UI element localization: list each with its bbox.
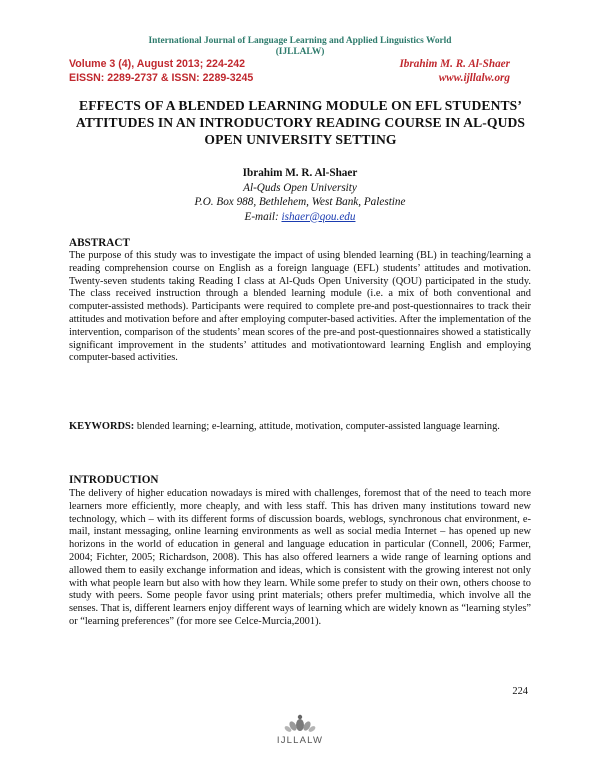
author-name: Ibrahim M. R. Al-Shaer — [242, 167, 358, 179]
journal-header — [0, 36, 600, 58]
journal-logo-icon — [283, 712, 317, 734]
journal-website[interactable]: www.ijllalw.org — [438, 72, 510, 84]
journal-abbreviation: (IJLLALW) — [275, 47, 325, 57]
author-email-line — [0, 210, 600, 225]
author-address: P.O. Box 988, Bethlehem, West Bank, Palestine — [194, 196, 406, 208]
author-block — [0, 166, 600, 224]
introduction-heading: INTRODUCTION — [69, 474, 159, 486]
running-author: Ibrahim M. R. Al-Shaer — [399, 58, 510, 70]
page-number: 224 — [512, 686, 528, 697]
email-label: E-mail: — [244, 210, 282, 223]
author-affiliation: Al-Quds Open University — [243, 181, 357, 194]
footer-logo-text: IJLLALW — [276, 735, 324, 746]
paper-title: EFFECTS OF A BLENDED LEARNING MODULE ON EFL STUDENTS’ ATTITUDES IN AN INTRODUCTORY READING COURSE IN AL-QUDS OPEN UNIVERSITY SETTING — [75, 98, 526, 147]
volume-info: Volume 3 (4), August 2013; 224-242 — [69, 58, 246, 70]
keywords-paragraph — [69, 421, 531, 434]
issn-info: EISSN: 2289-2737 & ISSN: 2289-3245 — [69, 72, 254, 84]
keywords-text: blended learning; e-learning, attitude, motivation, computer-assisted language learning. — [134, 421, 500, 432]
journal-name: International Journal of Language Learning and Applied Linguistics World — [148, 36, 452, 46]
email-link[interactable]: ishaer@qou.edu — [281, 210, 356, 223]
introduction-text: The delivery of higher education nowadays is mired with challenges, foremost that of the need to teach more learners more efficiently, more cheaply, and with less staff. This has driven many institutions toward new technology, which – with its different forms of discussion boards, weblogs, synchronous chat environment, e-mail, instant messaging, online learning environments as well as social media Internet – has opened up new horizons in the world of education in general and language education in particular (Connell, 2006; Farmer, 2004; Fichter, 2005; Richardson, 2008). This has also offered learners a wide range of learning options and allowed them to easily exchange information and ideas, which is consistent with the growing interest not only with what people learn but also with how they learn. While some prefer to study on their own, others choose to study with peers. Some people favor using print materials; others prefer multimedia, which involve all the senses. That is, different learners enjoy different ways of learning which are widely known as “learning styles” or “learning preferences” (for more see Celce-Murcia,2001). — [69, 488, 531, 627]
abstract-heading: ABSTRACT — [69, 237, 130, 249]
keywords-label: KEYWORDS: — [69, 421, 135, 432]
footer-logo — [0, 712, 600, 746]
abstract-text: The purpose of this study was to investigate the impact of using blended learning (BL) in teaching/learning a reading comprehension course on English as a foreign language (EFL) students’ attitudes and motivation. Twenty-seven students taking Reading I class at Al-Quds Open University (QOU) participated in the study. The class received instruction through a blended learning module (i.e. a mix of both conventional and computer-assisted methods). Participants were required to complete pre-and post-questionnaires to track their attitudes and motivation before and after employing computer-based activities. After the implementation of the intervention, comparison of the students’ mean scores of the pre-and post-questionnaires showed a statistically significant improvement in the students’ attitudes and motivationtoward learning English and employing computer-based activities. — [69, 250, 531, 364]
